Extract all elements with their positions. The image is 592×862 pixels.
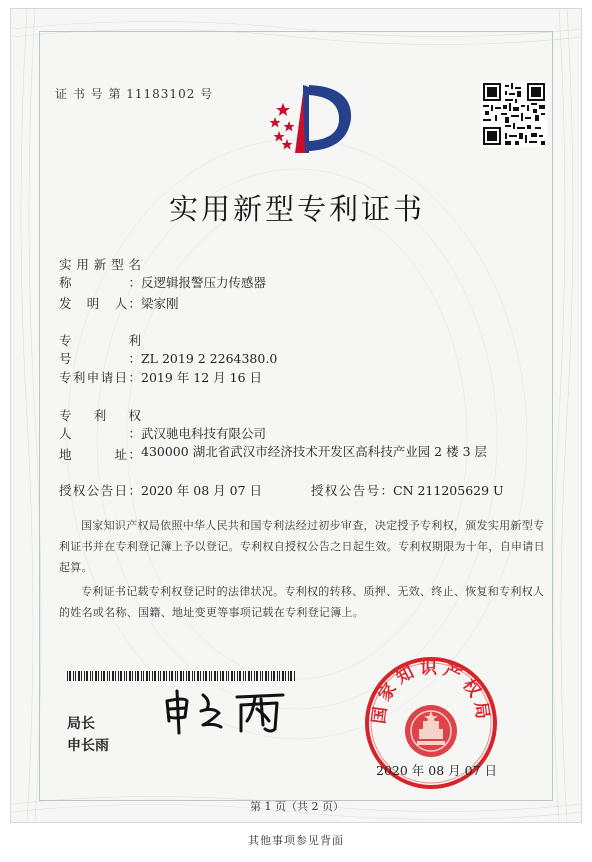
field-label: 专 利 权 人： [59, 408, 154, 441]
field-patent-number [59, 331, 277, 367]
certificate-number: 证 书 号 第 11183102 号 [55, 87, 214, 101]
field-value: CN 211205629 U [393, 483, 504, 498]
field-utility-name [59, 255, 266, 291]
field-grant-date [59, 481, 262, 499]
seal-text: 国家知识产权局 [369, 658, 493, 726]
field-address [59, 445, 489, 463]
field-inventor [59, 294, 179, 312]
field-value: 武汉驰电科技有限公司 [141, 426, 267, 441]
field-value: 梁家刚 [141, 296, 179, 311]
certificate-sheet [10, 8, 582, 823]
field-value: 反逻辑报警压力传感器 [141, 275, 267, 290]
field-value: 2020 年 08 月 07 日 [141, 483, 262, 498]
footer-note: 其他事项参见背面 [248, 834, 344, 847]
field-label: 实用新型名称： [59, 257, 141, 290]
field-label: 地 址： [59, 447, 141, 462]
field-label: 授权公告号： [311, 483, 393, 498]
page-number: 第 1 页（共 2 页） [250, 800, 344, 813]
field-value: 2019 年 12 月 16 日 [141, 370, 262, 385]
barcode [67, 671, 297, 681]
signatory-name: 申长雨 [67, 738, 109, 754]
legal-status-statement: 专利证书记载专利权登记时的法律状况。专利权的转移、质押、无效、终止、恢复和专利权人的姓名或名称、国籍、地址变更等事项记载在专利登记簿上。 [59, 585, 545, 619]
qr-code [481, 81, 547, 147]
handwritten-signature [161, 687, 291, 735]
field-patentee [59, 406, 266, 442]
signatory-role: 局长 [67, 716, 95, 732]
grant-statement: 国家知识产权局依照中华人民共和国专利法经过初步审查，决定授予专利权，颁发实用新型专利证书并在专利登记簿上予以登记。专利权自授权公告之日起生效。专利权期限为十年，自申请日起算。 [59, 519, 545, 574]
field-application-date [59, 368, 262, 386]
field-value: 430000 湖北省武汉市经济技术开发区高科技产业园 2 楼 3 层 [141, 444, 487, 459]
cnipa-logo [269, 79, 355, 157]
certificate-title: 实用新型专利证书 [168, 192, 425, 226]
field-label: 专利申请日： [59, 370, 141, 385]
field-grant-number [311, 481, 504, 499]
field-label: 授权公告日： [59, 483, 141, 498]
field-label: 专 利 号： [59, 333, 154, 366]
field-label: 发 明 人： [59, 296, 141, 311]
seal-date: 2020 年 08 月 07 日 [376, 763, 497, 778]
field-value: ZL 2019 2 2264380.0 [141, 351, 278, 366]
